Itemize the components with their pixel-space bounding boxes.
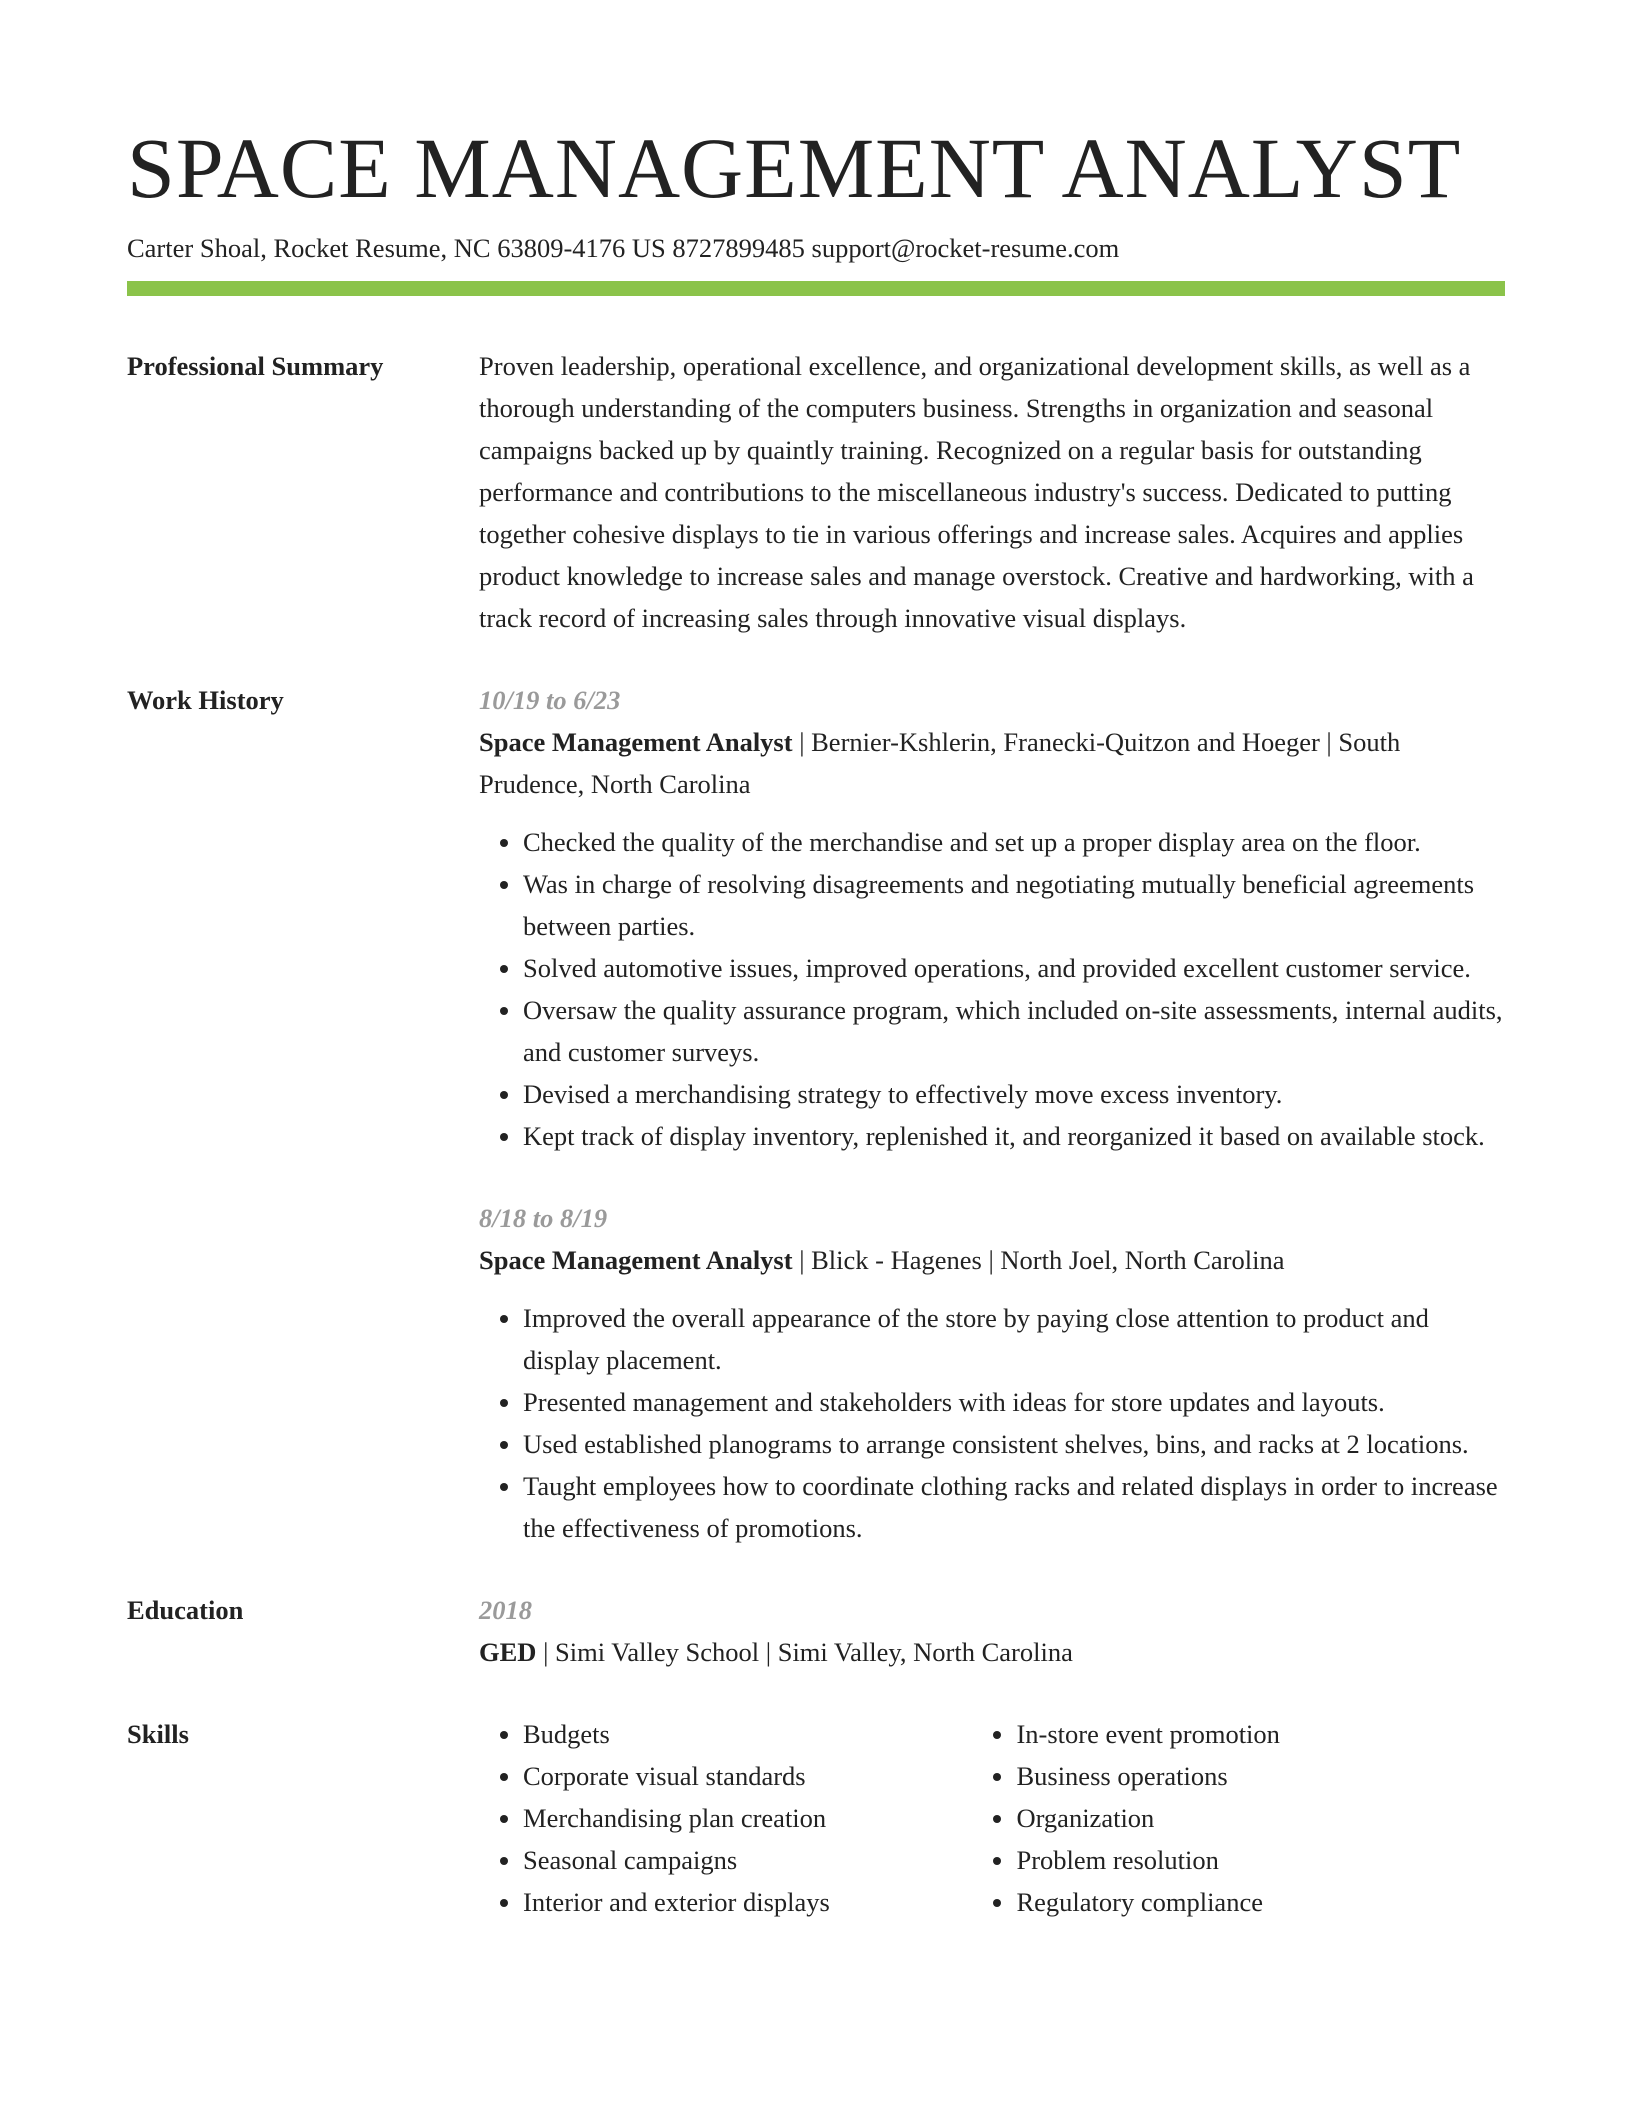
work-history-section	[127, 679, 1505, 1549]
education-body	[479, 1589, 1505, 1673]
job-bullet: • Used established planograms to arrange consistent shelves, bins, and racks at 2 locations.	[523, 1423, 1505, 1465]
skill-item: • Regulatory compliance	[1016, 1881, 1505, 1923]
job-entry	[479, 679, 1505, 1157]
job-details: | Blick - Hagenes | North Joel, North Carolina	[792, 1245, 1285, 1275]
skills-heading: Skills	[127, 1719, 189, 1749]
job-bullet: • Kept track of display inventory, replenished it, and reorganized it based on available stock.	[523, 1115, 1505, 1157]
education-date: 2018	[479, 1595, 532, 1625]
job-bullets	[479, 1297, 1505, 1549]
education-section	[127, 1589, 1505, 1673]
skill-item: • Merchandising plan creation	[523, 1797, 972, 1839]
job-role: Space Management Analyst	[479, 1245, 793, 1275]
job-bullet: • Solved automotive issues, improved operations, and provided excellent customer service.	[523, 947, 1505, 989]
summary-text: Proven leadership, operational excellence, and organizational development skills, as well as a thorough understanding of the computers business. Strengths in organization and seasonal campaigns backed up by quaintly training. Recognized on a regular basis for outstanding performance and contributions to the miscellaneous industry's success. Dedicated to putting together cohesive displays to tie in various offerings and increase sales. Acquires and applies product knowledge to increase sales and manage overstock. Creative and hardworking, with a track record of increasing sales through innovative visual displays.	[479, 351, 1474, 633]
skill-item: • Organization	[1016, 1797, 1505, 1839]
education-entry	[479, 1631, 1505, 1673]
skill-item: • Corporate visual standards	[523, 1755, 972, 1797]
work-history-body	[479, 679, 1505, 1549]
job-bullet: • Improved the overall appearance of the store by paying close attention to product and display placement.	[523, 1297, 1505, 1381]
job-bullet: • Oversaw the quality assurance program, which included on-site assessments, internal audits, and customer surveys.	[523, 989, 1505, 1073]
job-heading	[479, 721, 1505, 805]
job-bullet: • Presented management and stakeholders with ideas for store updates and layouts.	[523, 1381, 1505, 1423]
job-bullets	[479, 821, 1505, 1157]
accent-divider	[127, 281, 1505, 296]
job-bullet: • Devised a merchandising strategy to effectively move excess inventory.	[523, 1073, 1505, 1115]
resume-title: SPACE MANAGEMENT ANALYST	[127, 120, 1462, 216]
job-bullet: • Checked the quality of the merchandise and set up a proper display area on the floor.	[523, 821, 1505, 863]
skill-item: • Business operations	[1016, 1755, 1505, 1797]
job-bullet: • Was in charge of resolving disagreements and negotiating mutually beneficial agreements between parties.	[523, 863, 1505, 947]
skills-column-2	[972, 1713, 1505, 1923]
contact-line: Carter Shoal, Rocket Resume, NC 63809-4176 US 8727899485 support@rocket-resume.com	[127, 233, 1120, 263]
job-heading	[479, 1239, 1505, 1281]
skill-item: • In-store event promotion	[1016, 1713, 1505, 1755]
job-bullet: • Taught employees how to coordinate clothing racks and related displays in order to increase the effectiveness of promotions.	[523, 1465, 1505, 1549]
job-details: | Bernier-Kshlerin, Franecki-Quitzon and Hoeger | South Prudence, North Carolina	[479, 727, 1401, 799]
summary-heading: Professional Summary	[127, 351, 384, 381]
skills-body	[479, 1713, 1505, 1923]
education-details: | Simi Valley School | Simi Valley, North Carolina	[536, 1637, 1073, 1667]
job-dates: 8/18 to 8/19	[479, 1203, 608, 1233]
skill-item: • Interior and exterior displays	[523, 1881, 972, 1923]
skills-section	[127, 1713, 1505, 1923]
job-role: Space Management Analyst	[479, 727, 793, 757]
education-degree: GED	[479, 1637, 537, 1667]
summary-section	[127, 345, 1505, 639]
skill-item: • Budgets	[523, 1713, 972, 1755]
job-entry	[479, 1197, 1505, 1549]
job-dates: 10/19 to 6/23	[479, 685, 621, 715]
skill-item: • Problem resolution	[1016, 1839, 1505, 1881]
education-heading: Education	[127, 1595, 244, 1625]
skill-item: • Seasonal campaigns	[523, 1839, 972, 1881]
work-history-heading: Work History	[127, 685, 284, 715]
skills-column-1	[479, 1713, 972, 1923]
